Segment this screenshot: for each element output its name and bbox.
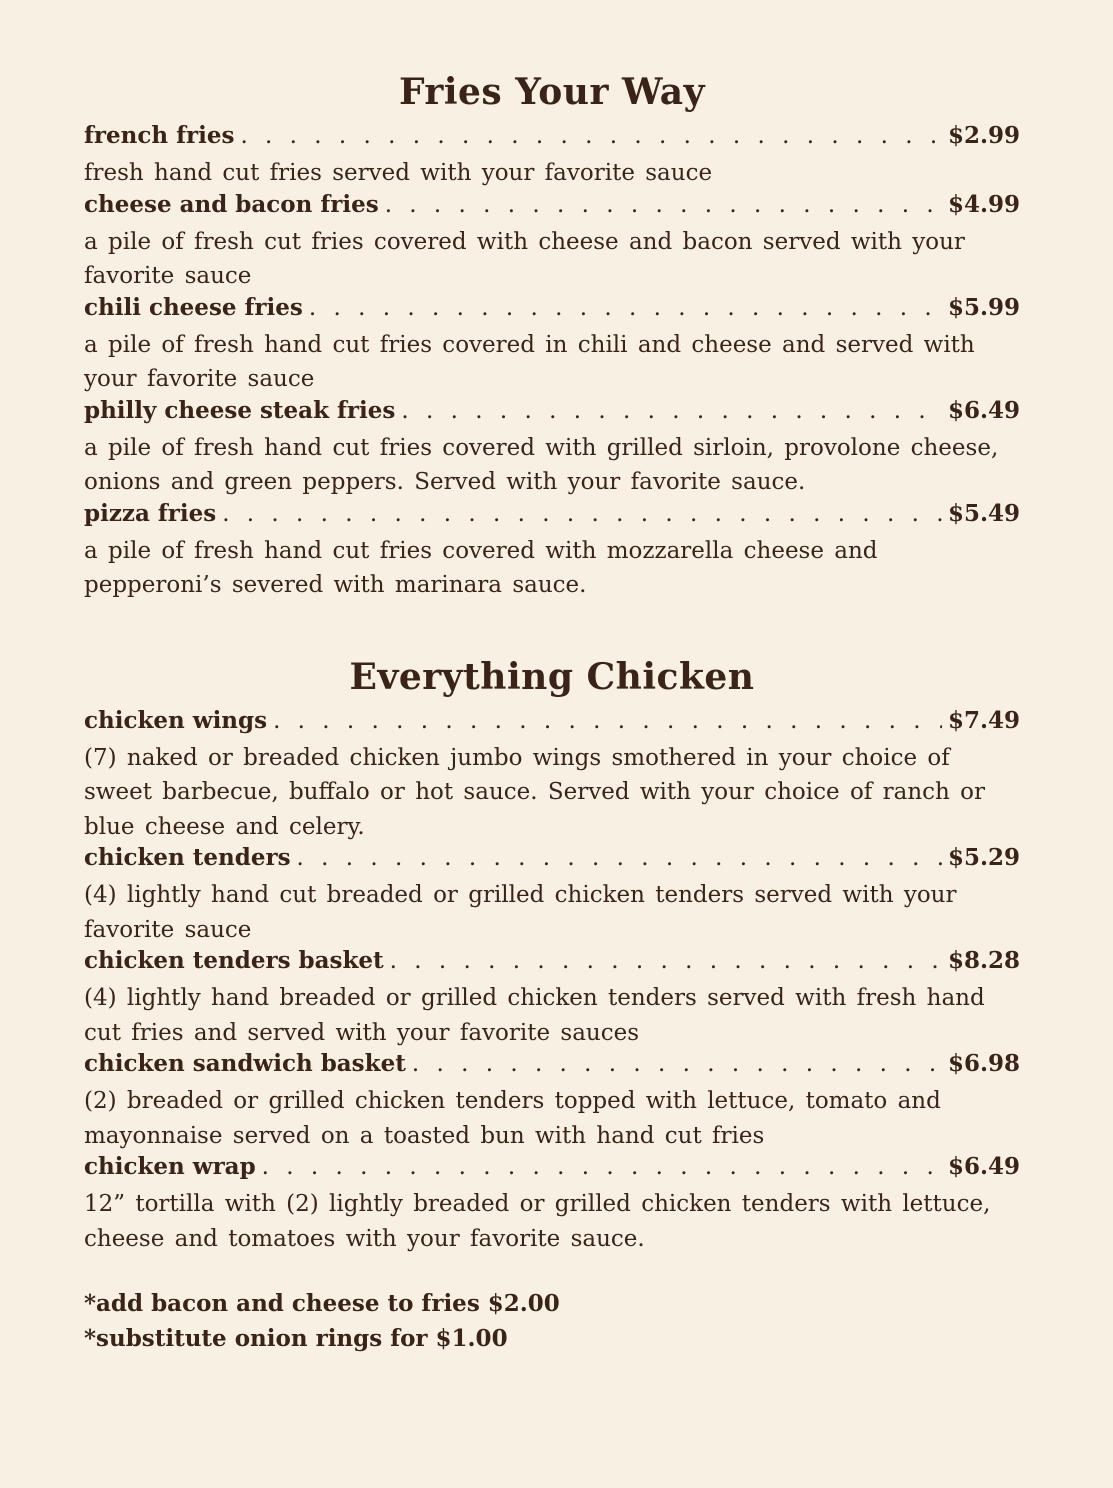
menu-item-french-fries xyxy=(84,122,1020,156)
dot-leader xyxy=(273,708,942,734)
item-price: $4.99 xyxy=(947,190,1020,218)
item-name: french fries xyxy=(84,122,235,149)
item-price: $6.49 xyxy=(947,1153,1020,1180)
fries-section xyxy=(84,0,1020,603)
dot-leader xyxy=(385,192,942,218)
item-name: philly cheese steak fries xyxy=(84,396,396,424)
menu-item-chicken-wrap xyxy=(84,1153,1020,1187)
section-title: Fries Your Way xyxy=(398,71,706,113)
dot-leader xyxy=(222,501,942,527)
item-description: a pile of fresh hand cut fries covered with grilled sirloin, provolone cheese, onions and green peppers. Served with your favorite sauce. xyxy=(84,434,999,495)
item-name: chicken wings xyxy=(84,706,268,734)
dot-leader xyxy=(262,1154,942,1180)
menu-notes xyxy=(84,1286,1020,1356)
note-add-bacon-cheese: *add bacon and cheese to fries $2.00 xyxy=(84,1290,560,1317)
item-price: $2.99 xyxy=(947,122,1020,149)
item-name: chicken tenders basket xyxy=(84,947,384,974)
item-description: 12” tortilla with (2) lightly breaded or grilled chicken tenders with lettuce, cheese and tomatoes with your favorite sauce. xyxy=(84,1191,991,1252)
item-price: $7.49 xyxy=(947,706,1020,734)
item-price: $5.49 xyxy=(947,499,1020,527)
menu-item-chicken-wings xyxy=(84,707,1020,741)
item-description: a pile of fresh cut fries covered with cheese and bacon served with your favorite sauce xyxy=(84,228,965,289)
dot-leader xyxy=(390,948,942,974)
item-price: $5.29 xyxy=(947,844,1020,871)
menu-item-pizza-fries xyxy=(84,500,1020,534)
dot-leader xyxy=(309,295,942,321)
item-name: cheese and bacon fries xyxy=(84,190,379,218)
item-description: fresh hand cut fries served with your favorite sauce xyxy=(84,160,713,186)
menu-item-cheese-and-bacon-fries xyxy=(84,191,1020,225)
chicken-section xyxy=(84,603,1020,1257)
item-name: chili cheese fries xyxy=(84,293,303,321)
menu-item-chicken-sandwich-basket xyxy=(84,1050,1020,1084)
item-description: a pile of fresh hand cut fries covered with mozzarella cheese and pepperoni’s severed with marinara sauce. xyxy=(84,537,878,598)
dot-leader xyxy=(412,1051,942,1077)
note-substitute-onion-rings: *substitute onion rings for $1.00 xyxy=(84,1325,508,1352)
item-description: a pile of fresh hand cut fries covered in chili and cheese and served with your favorite sauce xyxy=(84,331,975,392)
item-price: $8.28 xyxy=(947,947,1020,974)
dot-leader xyxy=(240,123,942,149)
item-price: $5.99 xyxy=(947,293,1020,321)
item-name: chicken sandwich basket xyxy=(84,1050,406,1077)
item-name: chicken tenders xyxy=(84,844,291,871)
menu-item-chicken-tenders-basket xyxy=(84,947,1020,981)
dot-leader xyxy=(401,398,942,424)
item-description: (7) naked or breaded chicken jumbo wings smothered in your choice of sweet barbecue, buffalo or hot sauce. Served with your choice of ranch or blue cheese and celery. xyxy=(84,744,985,840)
item-name: pizza fries xyxy=(84,499,217,527)
menu-item-chicken-tenders xyxy=(84,844,1020,878)
item-description: (4) lightly hand cut breaded or grilled chicken tenders served with your favorite sauce xyxy=(84,882,957,943)
dot-leader xyxy=(297,845,942,871)
menu-item-chili-cheese-fries xyxy=(84,294,1020,328)
menu-item-philly-cheese-steak-fries xyxy=(84,397,1020,431)
item-name: chicken wrap xyxy=(84,1153,256,1180)
item-description: (2) breaded or grilled chicken tenders topped with lettuce, tomato and mayonnaise served on a toasted bun with hand cut fries xyxy=(84,1088,941,1149)
item-price: $6.98 xyxy=(947,1050,1020,1077)
section-title: Everything Chicken xyxy=(349,655,755,698)
item-price: $6.49 xyxy=(947,396,1020,424)
item-description: (4) lightly hand breaded or grilled chicken tenders served with fresh hand cut fries and served with your favorite sauces xyxy=(84,985,985,1046)
